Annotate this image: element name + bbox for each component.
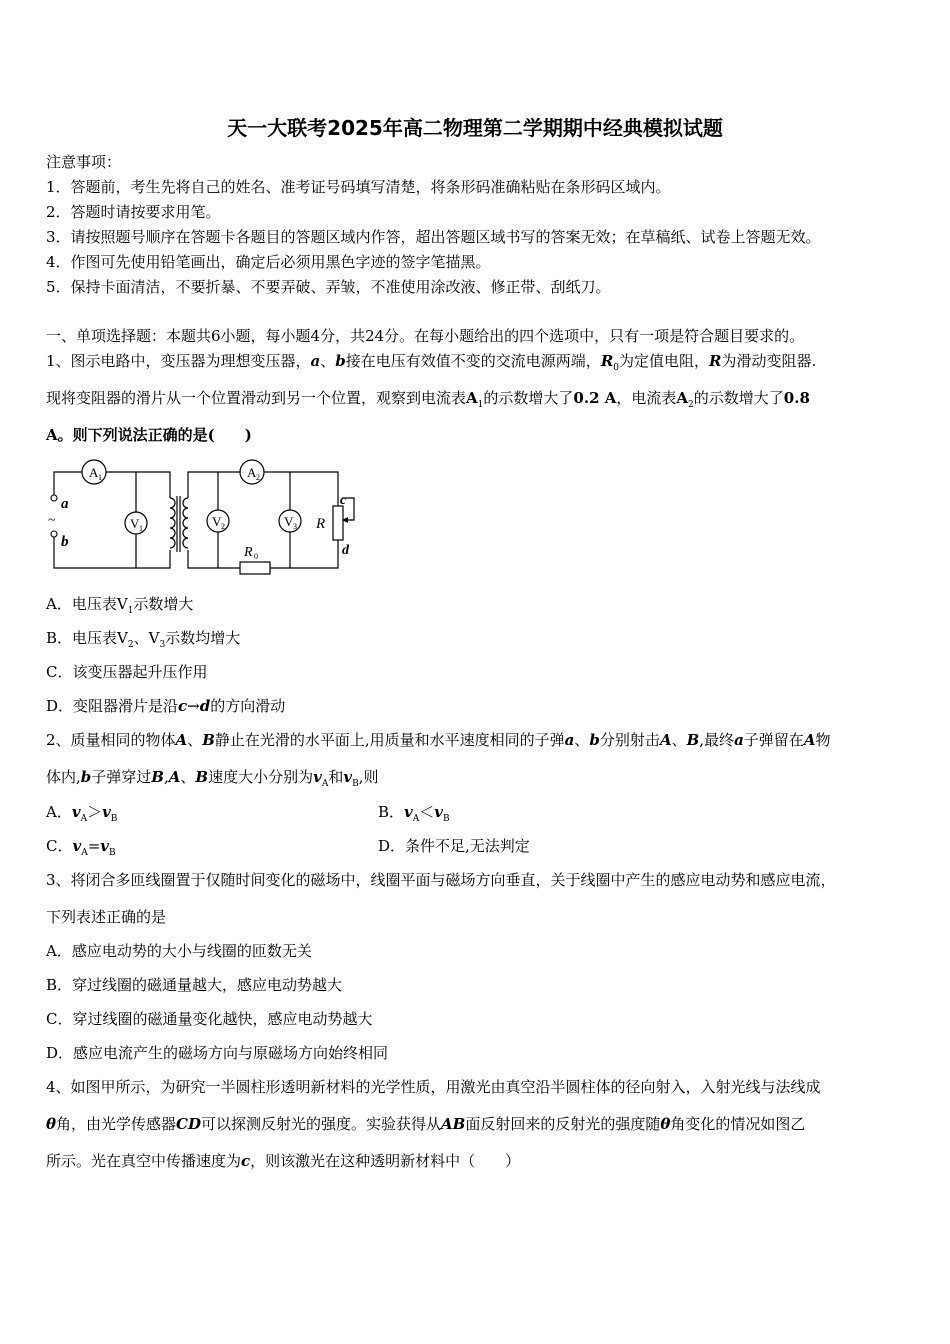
voltmeter-v1-sub: 1 (139, 524, 143, 533)
q2-option-d: D．条件不足,无法判定 (378, 837, 530, 855)
q4-line-2: θ角，由光学传感器CD可以探测反射光的强度。实验获得从AB面反射回来的反射光的强度随θ角变化的情况如图乙 (46, 1115, 806, 1133)
terminal-c-label: c (340, 493, 347, 508)
voltmeter-v1-label: V (130, 516, 140, 531)
voltmeter-v3-label: V (284, 514, 294, 529)
q3-option-c: C．穿过线圈的磁通量变化越快，感应电动势越大 (46, 1010, 373, 1028)
notice-item-5: 5．保持卡面清洁，不要折暴、不要弄破、弄皱，不准使用涂改液、修正带、刮纸刀。 (46, 278, 611, 296)
q3-option-a: A．感应电动势的大小与线圈的匝数无关 (46, 942, 312, 960)
ammeter-a1-label: A (89, 465, 99, 480)
notice-item-2: 2．答题时请按要求用笔。 (46, 203, 221, 221)
resistor-r0 (240, 562, 270, 574)
notice-item-1: 1．答题前，考生先将自己的姓名、准考证号码填写清楚，将条形码准确粘贴在条形码区域内。 (46, 178, 671, 196)
q1-option-b: B．电压表$V_2$、$V_3$示数均增大 (46, 629, 241, 650)
terminal-a (51, 495, 57, 501)
ammeter-a1-sub: 1 (98, 473, 102, 482)
q2-option-b: B．$v_A<v_B$ (378, 803, 450, 824)
q2-line-2: 体内,b子弹穿过B,A、B速度大小分别为$v_A$和$v_B$,则 (46, 768, 379, 789)
ammeter-a2-label: A (247, 465, 257, 480)
q2-option-a: A．$v_A>v_B$ (46, 803, 118, 824)
ac-source-symbol: ~ (48, 513, 56, 528)
voltmeter-v2-sub: 2 (221, 522, 225, 531)
q3-option-b: B．穿过线圈的磁通量越大，感应电动势越大 (46, 976, 343, 994)
page-title: 天一大联考2025年高二物理第二学期期中经典模拟试题 (227, 116, 723, 140)
q3-option-d: D．感应电流产生的磁场方向与原磁场方向始终相同 (46, 1044, 389, 1062)
q1-line-2: 现将变阻器的滑片从一个位置滑动到另一个位置，观察到电流表$A_1$的示数增大了0.2 A，电流表$A_2$的示数增大了0.8 (46, 389, 810, 410)
q3-line-1: 3、将闭合多匝线圈置于仅随时间变化的磁场中，线圈平面与磁场方向垂直，关于线圈中产生的感应电动势和感应电流， (46, 871, 836, 889)
rheostat-r (333, 506, 343, 540)
voltmeter-v3-sub: 3 (293, 522, 297, 531)
q1-line-1: 1、图示电路中，变压器为理想变压器，a、b接在电压有效值不变的交流电源两端，$R_0$为定值电阻，R为滑动变阻器. (46, 352, 817, 373)
q2-line-1: 2、质量相同的物体A、B静止在光滑的水平面上,用质量和水平速度相同的子弹a、b分别射击A、B,最终a子弹留在A物 (46, 731, 831, 749)
terminal-b-label: b (61, 534, 69, 550)
terminal-a-label: a (61, 496, 69, 512)
q4-line-3: 所示。光在真空中传播速度为c，则该激光在这种透明新材料中（ ） (46, 1152, 521, 1170)
section-heading: 一、单项选择题：本题共6小题，每小题4分，共24分。在每小题给出的四个选项中，只有一项是符合题目要求的。 (46, 327, 805, 345)
notice-heading: 注意事项： (46, 153, 122, 171)
q4-line-1: 4、如图甲所示，为研究一半圆柱形透明新材料的光学性质，用激光由真空沿半圆柱体的径向射入，入射光线与法线成 (46, 1078, 821, 1096)
q3-line-2: 下列表述正确的是 (46, 908, 167, 926)
q1-option-d: D．变阻器滑片是沿c→d的方向滑动 (46, 697, 286, 715)
voltmeter-v2-label: V (212, 514, 222, 529)
notice-item-4: 4．作图可先使用铅笔画出，确定后必须用黑色字迹的签字笔描黑。 (46, 253, 491, 271)
q1-option-a: A．电压表$V_1$示数增大 (46, 595, 194, 616)
q1-option-c: C．该变压器起升压作用 (46, 663, 208, 681)
transformer-circuit-diagram (46, 458, 366, 582)
terminal-d-label: d (342, 543, 349, 558)
rheostat-label: R (316, 516, 326, 532)
q2-option-c: C．$v_A=v_B$ (46, 837, 116, 858)
ammeter-a2-sub: 2 (256, 473, 260, 482)
resistor-r0-label: R (244, 545, 253, 560)
notice-item-3: 3．请按照题号顺序在答题卡各题目的答题区域内作答，超出答题区域书写的答案无效；在草稿纸、试卷上答题无效。 (46, 228, 821, 246)
resistor-r0-sub: 0 (254, 552, 258, 561)
q1-line-3: A。则下列说法正确的是( ) (46, 426, 252, 444)
terminal-b (51, 531, 57, 537)
